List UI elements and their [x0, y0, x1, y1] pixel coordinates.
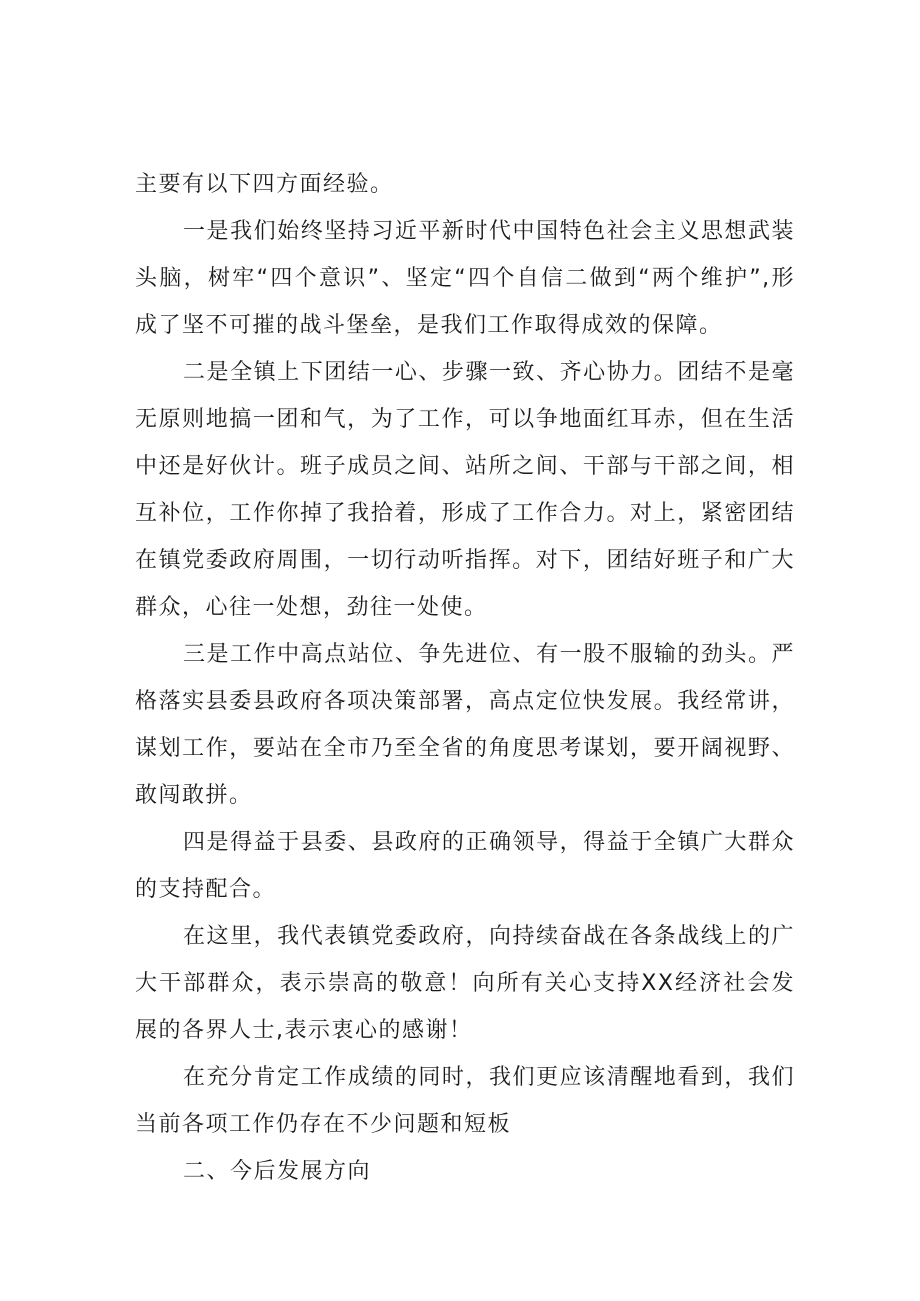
- document-body: [135, 161, 795, 1195]
- paragraph-point-three: 三是工作中高点站位、争先进位、有一股不服输的劲头。严格落实县委县政府各项决策部署，高点定位快发展。我经常讲，谋划工作，要站在全市乃至全省的角度思考谋划，要开阔视野、敢闯敢拼。: [135, 642, 795, 808]
- paragraph-problems: 在充分肯定工作成绩的同时，我们更应该清醒地看到，我们当前各项工作仍存在不少问题和短板: [135, 1065, 795, 1137]
- paragraph-intro: 主要有以下四方面经验。: [135, 172, 394, 197]
- paragraph-point-two: 二是全镇上下团结一心、步骤一致、齐心协力。团结不是毫无原则地搞一团和气，为了工作，可以争地面红耳赤，但在生活中还是好伙计。班子成员之间、站所之间、干部与干部之间，相互补位，工作你掉了我拾着，形成了工作合力。对上，紧密团结在镇党委政府周围，一切行动听指挥。对下，团结好班子和广大群众，心往一处想，劲往一处使。: [135, 360, 795, 620]
- paragraph-point-one: 一是我们始终坚持习近平新时代中国特色社会主义思想武装头脑，树牢“四个意识”、坚定“四个自信二做到“两个维护”,形成了坚不可摧的战斗堡垒，是我们工作取得成效的保障。: [135, 219, 795, 338]
- paragraph-point-four: 四是得益于县委、县政府的正确领导，得益于全镇广大群众的支持配合。: [135, 830, 795, 902]
- paragraph-thanks: 在这里，我代表镇党委政府，向持续奋战在各条战线上的广大干部群众，表示崇高的敬意！向所有关心支持XX经济社会发展的各界人士,表示衷心的感谢！: [135, 924, 795, 1043]
- section-heading-future-direction: 二、今后发展方向: [183, 1159, 372, 1184]
